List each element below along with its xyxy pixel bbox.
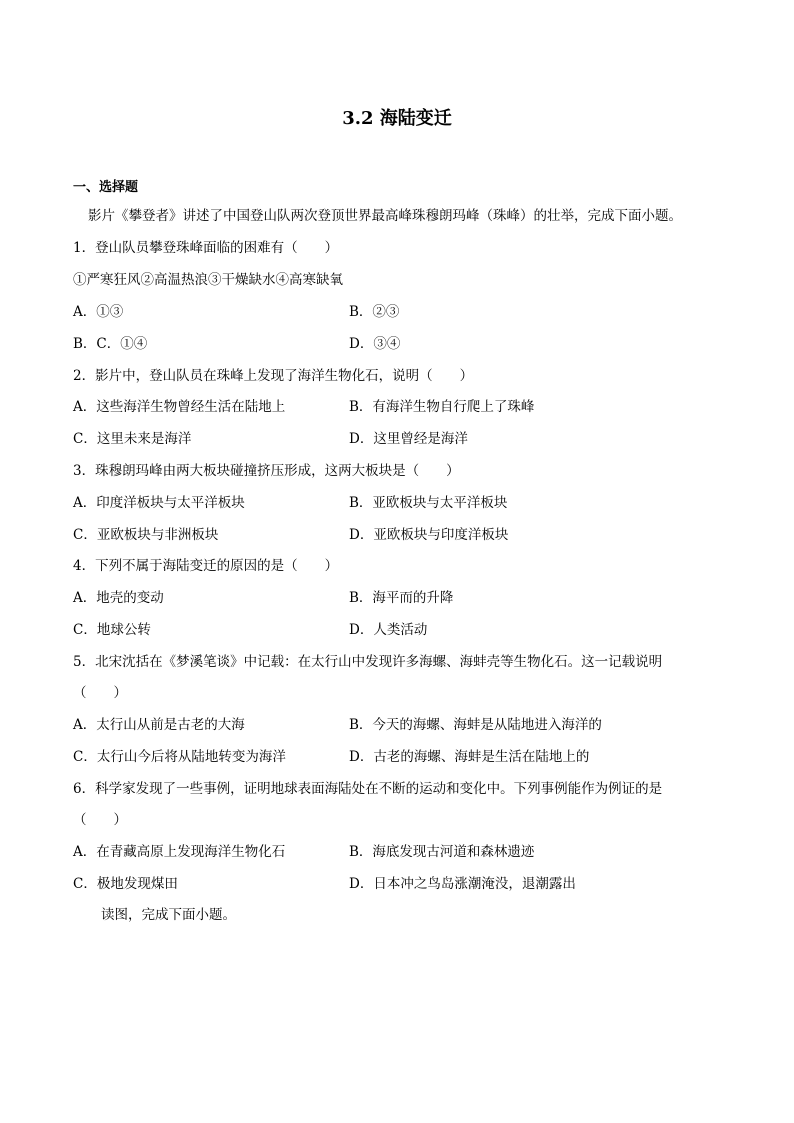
question-5-option-d[interactable]: D．古老的海螺、海蚌是生活在陆地上的 (349, 749, 590, 765)
question-4-option-b[interactable]: B．海平而的升降 (349, 590, 454, 606)
question-4-option-d[interactable]: D．人类活动 (349, 622, 428, 638)
question-6-stem-bracket: （ ） (73, 812, 127, 828)
intro-text: 影片《攀登者》讲述了中国登山队两次登顶世界最高峰珠穆朗玛峰（珠峰）的壮举，完成下面小题。 (88, 208, 682, 224)
question-1-stem: 1．登山队员攀登珠峰面临的困难有（ ） (73, 240, 339, 256)
question-6-option-d[interactable]: D．日本冲之鸟岛涨潮淹没，退潮露出 (349, 876, 576, 892)
question-6-stem: 6．科学家发现了一些事例，证明地球表面海陆处在不断的运动和变化中。下列事例能作为例证的是 (73, 781, 663, 797)
question-2-option-a[interactable]: A．这些海洋生物曾经生活在陆地上 (73, 399, 286, 415)
question-2-stem: 2．影片中，登山队员在珠峰上发现了海洋生物化石，说明（ ） (73, 368, 474, 384)
question-5-stem-bracket: （ ） (73, 685, 127, 701)
question-2-option-b[interactable]: B．有海洋生物自行爬上了珠峰 (349, 399, 535, 415)
outro-text: 读图，完成下面小题。 (101, 907, 236, 923)
question-6-option-a[interactable]: A．在青藏高原上发现海洋生物化石 (73, 844, 286, 860)
question-4-option-a[interactable]: A．地壳的变动 (73, 590, 164, 606)
question-5-stem: 5．北宋沈括在《梦溪笔谈》中记载：在太行山中发现许多海螺、海蚌壳等生物化石。这一记载说明 (73, 654, 663, 670)
question-5-option-b[interactable]: B．今天的海螺、海蚌是从陆地进入海洋的 (349, 717, 602, 733)
question-1-subitems: ①严寒狂风②高温热浪③干燥缺水④高寒缺氧 (73, 272, 343, 288)
question-3-option-b[interactable]: B．亚欧板块与太平洋板块 (349, 495, 508, 511)
page-title: 3.2 海陆变迁 (342, 108, 452, 129)
section-heading: 一、选择题 (73, 180, 139, 195)
question-3-stem: 3．珠穆朗玛峰由两大板块碰撞挤压形成，这两大板块是（ ） (73, 463, 460, 479)
question-1-option-a[interactable]: A．①③ (73, 304, 124, 320)
question-1-option-b[interactable]: B．②③ (349, 304, 400, 320)
question-6-option-b[interactable]: B．海底发现古河道和森林遗迹 (349, 844, 535, 860)
question-4-option-c[interactable]: C．地球公转 (73, 622, 151, 638)
question-5-option-a[interactable]: A．太行山从前是古老的大海 (73, 717, 245, 733)
question-3-option-c[interactable]: C．亚欧板块与非洲板块 (73, 527, 219, 543)
question-1-option-d[interactable]: D．③④ (349, 336, 401, 352)
question-4-stem: 4．下列不属于海陆变迁的原因的是（ ） (73, 558, 339, 574)
question-3-option-d[interactable]: D．亚欧板块与印度洋板块 (349, 527, 509, 543)
question-5-option-c[interactable]: C．太行山今后将从陆地转变为海洋 (73, 749, 286, 765)
question-1-option-c[interactable]: B．C．①④ (73, 336, 148, 352)
question-3-option-a[interactable]: A．印度洋板块与太平洋板块 (73, 495, 245, 511)
question-6-option-c[interactable]: C．极地发现煤田 (73, 876, 178, 892)
question-2-option-d[interactable]: D．这里曾经是海洋 (349, 431, 468, 447)
question-2-option-c[interactable]: C．这里未来是海洋 (73, 431, 192, 447)
